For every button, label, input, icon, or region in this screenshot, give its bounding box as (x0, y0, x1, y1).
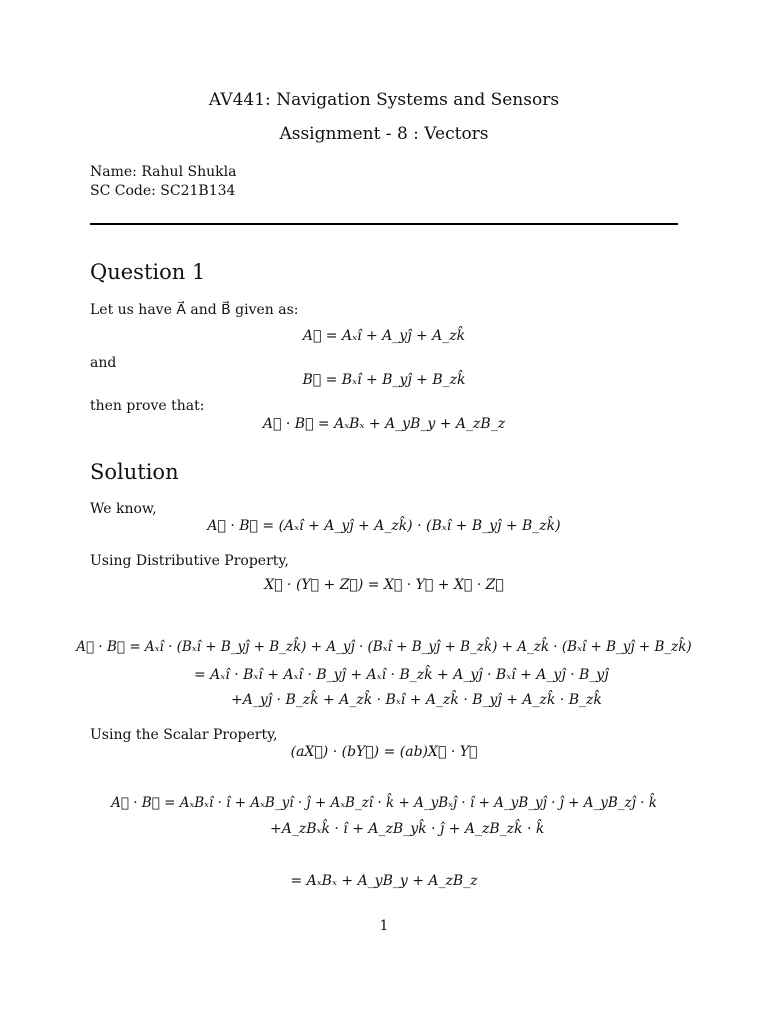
distributive-text: Using Distributive Property, (90, 553, 289, 569)
equation-distributive: X⃗ · (Y⃗ + Z⃗) = X⃗ · Y⃗ + X⃗ · Z⃗ (264, 577, 504, 593)
equation-b: B⃗ = Bₓî + B_yĵ + B_zk̂ (302, 372, 466, 388)
question-heading: Question 1 (90, 260, 206, 284)
equation-scalar: (aX⃗) · (bY⃗) = (ab)X⃗ · Y⃗ (290, 744, 478, 760)
we-know-text: We know, (90, 501, 157, 517)
equation-step2-line1: A⃗ · B⃗ = Aₓî · (Bₓî + B_yĵ + B_zk̂) + A_yĵ · (Bₓî + B_yĵ + B_zk̂) + A_zk̂ · (Bₓî + B_yĵ + B_zk̂) (76, 639, 692, 655)
prove-text: then prove that: (90, 398, 205, 414)
solution-heading: Solution (90, 460, 179, 484)
equation-step2-line3: +A_yĵ · B_zk̂ + A_zk̂ · Bₓî + A_zk̂ · B_yĵ + A_zk̂ · B_zk̂ (231, 692, 602, 708)
question-intro: Let us have A⃗ and B⃗ given as: (90, 302, 299, 318)
student-name: Name: Rahul Shukla (90, 164, 237, 180)
header-divider (90, 223, 678, 225)
page-number: 1 (379, 918, 389, 934)
course-title: AV441: Navigation Systems and Sensors (208, 90, 560, 110)
and-word: and (90, 355, 117, 371)
equation-expanded-dot: A⃗ · B⃗ = (Aₓî + A_yĵ + A_zk̂) · (Bₓî + B_yĵ + B_zk̂) (207, 518, 561, 534)
scalar-text: Using the Scalar Property, (90, 727, 278, 743)
assignment-title: Assignment - 8 : Vectors (279, 124, 489, 144)
equation-final: = AₓBₓ + A_yB_y + A_zB_z (290, 873, 478, 889)
equation-step3-line1: A⃗ · B⃗ = AₓBₓî · î + AₓB_yî · ĵ + AₓB_zî · k̂ + A_yBₓĵ · î + A_yB_yĵ · ĵ + A_yB_zĵ · k̂ (111, 795, 657, 811)
equation-goal: A⃗ · B⃗ = AₓBₓ + A_yB_y + A_zB_z (262, 416, 506, 432)
student-code: SC Code: SC21B134 (90, 183, 236, 199)
equation-a: A⃗ = Aₓî + A_yĵ + A_zk̂ (302, 328, 466, 344)
equation-step2-line2: = Aₓî · Bₓî + Aₓî · B_yĵ + Aₓî · B_zk̂ + A_yĵ · Bₓî + A_yĵ · B_yĵ (194, 667, 609, 683)
equation-step3-line2: +A_zBₓk̂ · î + A_zB_yk̂ · ĵ + A_zB_zk̂ · k̂ (270, 821, 545, 837)
